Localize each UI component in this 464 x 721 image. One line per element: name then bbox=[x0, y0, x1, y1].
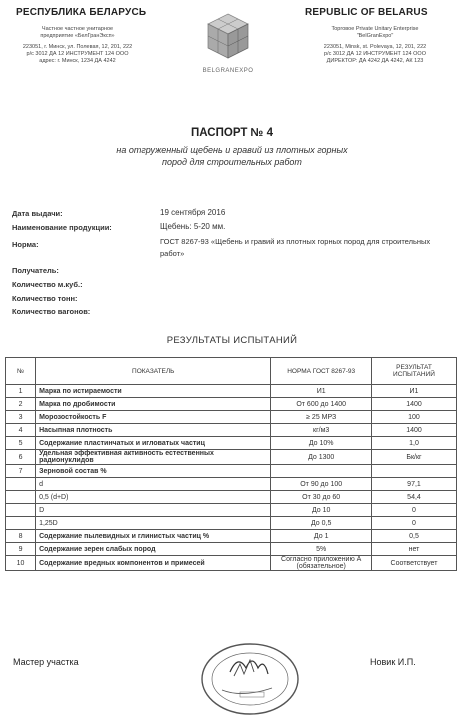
cell-indicator: 0,5 (d+D) bbox=[36, 491, 271, 504]
cell-norm: От 600 до 1400 bbox=[271, 398, 372, 411]
cell-no bbox=[6, 504, 36, 517]
cell-no: 2 bbox=[6, 398, 36, 411]
cell-indicator: Зерновой состав % bbox=[36, 465, 271, 478]
table-row bbox=[6, 530, 457, 543]
cell-norm: До 1300 bbox=[271, 450, 372, 465]
table-row bbox=[6, 517, 457, 530]
cell-norm: ≥ 25 МРЗ bbox=[271, 411, 372, 424]
cell-result: 1400 bbox=[371, 398, 456, 411]
header-right-line: "BelGranExpo" bbox=[356, 33, 394, 39]
cell-result: 0 bbox=[371, 504, 456, 517]
cell-indicator: Содержание вредных компонентов и примесей bbox=[36, 556, 271, 571]
cell-no: 7 bbox=[6, 465, 36, 478]
cell-result: 100 bbox=[371, 411, 456, 424]
header-right-line: 223051, Minsk, st. Polevaya, 12, 201, 222 bbox=[323, 44, 427, 50]
cell-indicator: Содержание пылевидных и глинистых частиц % bbox=[36, 530, 271, 543]
company-seal bbox=[200, 642, 300, 716]
header-left-line: 223051, г. Минск, ул. Полевая, 12, 201, 222 bbox=[22, 44, 133, 50]
cell-indicator: d bbox=[36, 478, 271, 491]
field-value-product: Щебень: 5-20 мм. bbox=[160, 222, 226, 231]
cell-norm: кг/м3 bbox=[271, 424, 372, 437]
cell-no: 3 bbox=[6, 411, 36, 424]
header-right-line: Toрговое Private Unitary Enterprise bbox=[331, 26, 419, 32]
header-cell-no: № bbox=[6, 358, 36, 385]
cell-no bbox=[6, 517, 36, 530]
subtitle-line: на отгруженный щебень и гравий из плотных горных bbox=[116, 145, 348, 155]
cell-result: нет bbox=[371, 543, 456, 556]
field-label-date: Дата выдачи: bbox=[12, 209, 63, 218]
cell-result: 97,1 bbox=[371, 478, 456, 491]
table-header-row bbox=[6, 358, 457, 385]
table-row bbox=[6, 398, 457, 411]
cell-indicator: Удельная эффективная активность естественных радионуклидов bbox=[36, 450, 271, 465]
table-row bbox=[6, 504, 457, 517]
cell-indicator: Морозостойкость F bbox=[36, 411, 271, 424]
header-right-line: р/с 3012 ДА 12 ИНСТРУМЕНТ 124 ООО bbox=[324, 51, 426, 57]
cell-norm: От 30 до 60 bbox=[271, 491, 372, 504]
cell-norm: 5% bbox=[271, 543, 372, 556]
footer-position: Мастер участка bbox=[13, 657, 79, 667]
field-label-volume: Количество м.куб.: bbox=[12, 280, 83, 289]
table-row bbox=[6, 437, 457, 450]
results-table bbox=[5, 357, 457, 571]
cell-norm: И1 bbox=[271, 385, 372, 398]
header-left-line: адрес: г. Минск, 1234 ДА 4242 bbox=[39, 58, 116, 64]
cell-indicator: Марка по дробимости bbox=[36, 398, 271, 411]
field-label-recipient: Получатель: bbox=[12, 266, 59, 275]
cube-logo-icon bbox=[204, 12, 252, 62]
cell-norm: До 10% bbox=[271, 437, 372, 450]
field-value-norm: ГОСТ 8267-93 «Щебень и гравий из плотных горных пород для строительных работ» bbox=[160, 237, 431, 258]
header-cell-result: РЕЗУЛЬТАТ ИСПЫТАНИЙ bbox=[371, 358, 456, 385]
field-label-wagons: Количество вагонов: bbox=[12, 307, 91, 316]
cell-result bbox=[371, 465, 456, 478]
field-label-product: Наименование продукции: bbox=[12, 223, 112, 232]
header-left-line: предприятие «БелГранЭксп» bbox=[40, 33, 115, 39]
cell-indicator: Содержание зерен слабых пород bbox=[36, 543, 271, 556]
cell-no: 4 bbox=[6, 424, 36, 437]
cell-norm: До 10 bbox=[271, 504, 372, 517]
logo-text: BELGRANEXPO bbox=[202, 68, 254, 74]
cell-norm bbox=[271, 465, 372, 478]
table-row bbox=[6, 411, 457, 424]
cell-no: 8 bbox=[6, 530, 36, 543]
cell-result: 1400 bbox=[371, 424, 456, 437]
header-left-title: РЕСПУБЛИКА БЕЛАРУСЬ bbox=[16, 7, 147, 18]
cell-indicator: Марка по истираемости bbox=[36, 385, 271, 398]
results-title: РЕЗУЛЬТАТЫ ИСПЫТАНИЙ bbox=[166, 335, 298, 346]
cell-result: 0,5 bbox=[371, 530, 456, 543]
document-subtitle bbox=[40, 144, 424, 168]
header-right-title: REPUBLIC OF BELARUS bbox=[305, 7, 428, 18]
table-row bbox=[6, 543, 457, 556]
header-cell-norm: НОРМА ГОСТ 8267-93 bbox=[271, 358, 372, 385]
cell-no: 6 bbox=[6, 450, 36, 465]
cell-no: 9 bbox=[6, 543, 36, 556]
seal-stamp-icon bbox=[200, 642, 300, 716]
header-left-line: Частное частное унитарное bbox=[41, 26, 114, 32]
footer-signatory: Новик И.П. bbox=[370, 657, 416, 667]
table-row bbox=[6, 450, 457, 465]
cell-norm: До 0,5 bbox=[271, 517, 372, 530]
cell-result: 54,4 bbox=[371, 491, 456, 504]
header-right-line: ДИРЕКТОР: ДА 4242 ДА 4242, АК 123 bbox=[326, 58, 424, 64]
header-left-lines bbox=[10, 26, 145, 65]
cell-no bbox=[6, 478, 36, 491]
cell-result: И1 bbox=[371, 385, 456, 398]
cell-result: Соответствует bbox=[371, 556, 456, 571]
cell-no: 5 bbox=[6, 437, 36, 450]
subtitle-line: пород для строительных работ bbox=[162, 157, 302, 167]
cell-norm: До 1 bbox=[271, 530, 372, 543]
cell-norm: Согласно приложению А (обязательное) bbox=[271, 556, 372, 571]
company-logo bbox=[196, 12, 260, 84]
cell-result: 0 bbox=[371, 517, 456, 530]
cell-no: 1 bbox=[6, 385, 36, 398]
table-row bbox=[6, 465, 457, 478]
table-row bbox=[6, 478, 457, 491]
cell-indicator: Насыпная плотность bbox=[36, 424, 271, 437]
table-row bbox=[6, 424, 457, 437]
cell-no: 10 bbox=[6, 556, 36, 571]
cell-result: Бк/кг bbox=[371, 450, 456, 465]
header-left-line: р/с 3012 ДА 12 ИНСТРУМЕНТ 124 ООО bbox=[26, 51, 129, 57]
cell-norm: От 90 до 100 bbox=[271, 478, 372, 491]
cell-indicator: D bbox=[36, 504, 271, 517]
cell-indicator: Содержание пластинчатых и игловатых частиц bbox=[36, 437, 271, 450]
document-title: ПАСПОРТ № 4 bbox=[191, 127, 273, 139]
header-right-lines bbox=[300, 26, 450, 65]
cell-indicator: 1,25D bbox=[36, 517, 271, 530]
table-row bbox=[6, 491, 457, 504]
field-label-norm: Норма: bbox=[12, 240, 39, 249]
header-cell-indicator: ПОКАЗАТЕЛЬ bbox=[36, 358, 271, 385]
table-row bbox=[6, 556, 457, 571]
cell-result: 1,0 bbox=[371, 437, 456, 450]
cell-no bbox=[6, 491, 36, 504]
field-label-tons: Количество тонн: bbox=[12, 294, 78, 303]
field-value-date: 19 сентября 2016 bbox=[160, 208, 226, 217]
table-row bbox=[6, 385, 457, 398]
